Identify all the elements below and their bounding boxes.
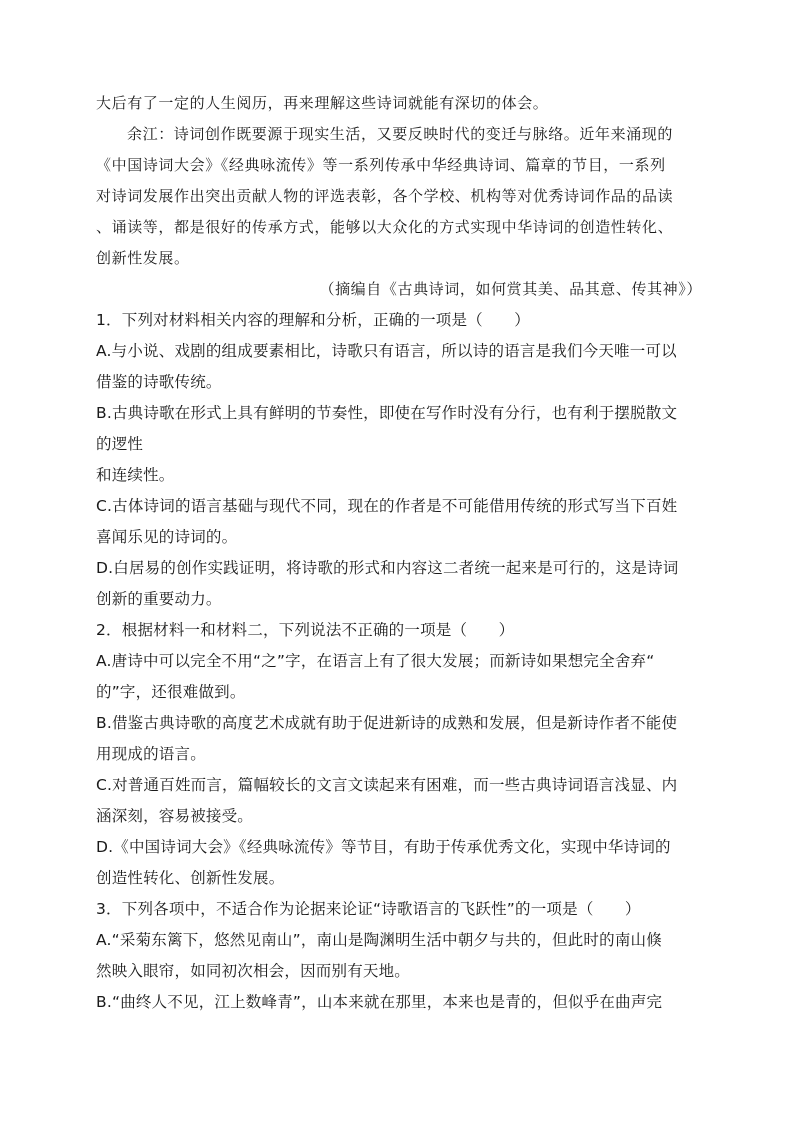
passage-section	[96, 88, 702, 305]
document-content	[96, 88, 702, 1018]
question-line: 借鉴的诗歌传统。	[96, 373, 222, 391]
question-line: 1．下列对材料相关内容的理解和分析，正确的一项是（ ）	[96, 311, 530, 329]
question-line: 喜闻乐见的诗词的。	[96, 528, 238, 546]
question-line: 创造性转化、创新性发展。	[96, 869, 285, 887]
question-line: A.唐诗中可以完全不用“之”字，在语言上有了很大发展；而新诗如果想完全舍弃“	[96, 652, 655, 670]
passage-line: 、诵读等，都是很好的传承方式，能够以大众化的方式实现中华诗词的创造性转化、	[96, 218, 674, 236]
question-line: B.借鉴古典诗歌的高度艺术成就有助于促进新诗的成熟和发展，但是新诗作者不能使	[96, 714, 678, 732]
passage-line: 余江：诗词创作既要源于现实生活，又要反映时代的变迁与脉络。近年来涌现的	[127, 125, 674, 143]
passage-line: 对诗词发展作出突出贡献人物的评选表彰，各个学校、机构等对优秀诗词作品的品读	[96, 187, 674, 205]
question-line: A.“采菊东篱下，悠然见南山”，南山是陶渊明生活中朝夕与共的，但此时的南山倏	[96, 931, 662, 949]
question-line: D.白居易的创作实践证明，将诗歌的形式和内容这二者统一起来是可行的，这是诗词	[96, 559, 679, 577]
question-line: 然映入眼帘，如同初次相会，因而别有天地。	[96, 962, 411, 980]
passage-source: （摘编自《古典诗词，如何赏其美、品其意、传其神》）	[319, 280, 702, 298]
question-line: 的逻性	[96, 435, 144, 453]
question-line: B.“曲终人不见，江上数峰青”，山本来就在那里，本来也是青的，但似乎在曲声完	[96, 993, 663, 1011]
question-line: A.与小说、戏剧的组成要素相比，诗歌只有语言，所以诗的语言是我们今天唯一可以	[96, 342, 677, 360]
question-line: 和连续性。	[96, 466, 175, 484]
passage-line: 大后有了一定的人生阅历，再来理解这些诗词就能有深切的体会。	[96, 94, 549, 112]
question-line: 的”字，还很难做到。	[96, 683, 246, 701]
question-line: 创新的重要动力。	[96, 590, 222, 608]
question-line: 2．根据材料一和材料二，下列说法不正确的一项是（ ）	[96, 621, 515, 639]
question-line: 用现成的语言。	[96, 745, 206, 763]
question-line: C.对普通百姓而言，篇幅较长的文言文读起来有困难，而一些古典诗词语言浅显、内	[96, 776, 678, 794]
passage-line: 《中国诗词大会》《经典咏流传》等一系列传承中华经典诗词、篇章的节目，一系列	[96, 156, 666, 174]
question-line: 3．下列各项中，不适合作为论据来论证“诗歌语言的飞跃性”的一项是（ ）	[96, 900, 641, 918]
question-line: C.古体诗词的语言基础与现代不同，现在的作者是不可能借用传统的形式写当下百姓	[96, 497, 678, 515]
question-line: 涵深刻，容易被接受。	[96, 807, 254, 825]
question-line: B.古典诗歌在形式上具有鲜明的节奏性，即使在写作时没有分行，也有利于摆脱散文	[96, 404, 678, 422]
passage-line: 创新性发展。	[96, 249, 190, 267]
question-line: D.《中国诗词大会》《经典咏流传》等节目，有助于传承优秀文化，实现中华诗词的	[96, 838, 671, 856]
questions-section	[96, 305, 702, 1018]
